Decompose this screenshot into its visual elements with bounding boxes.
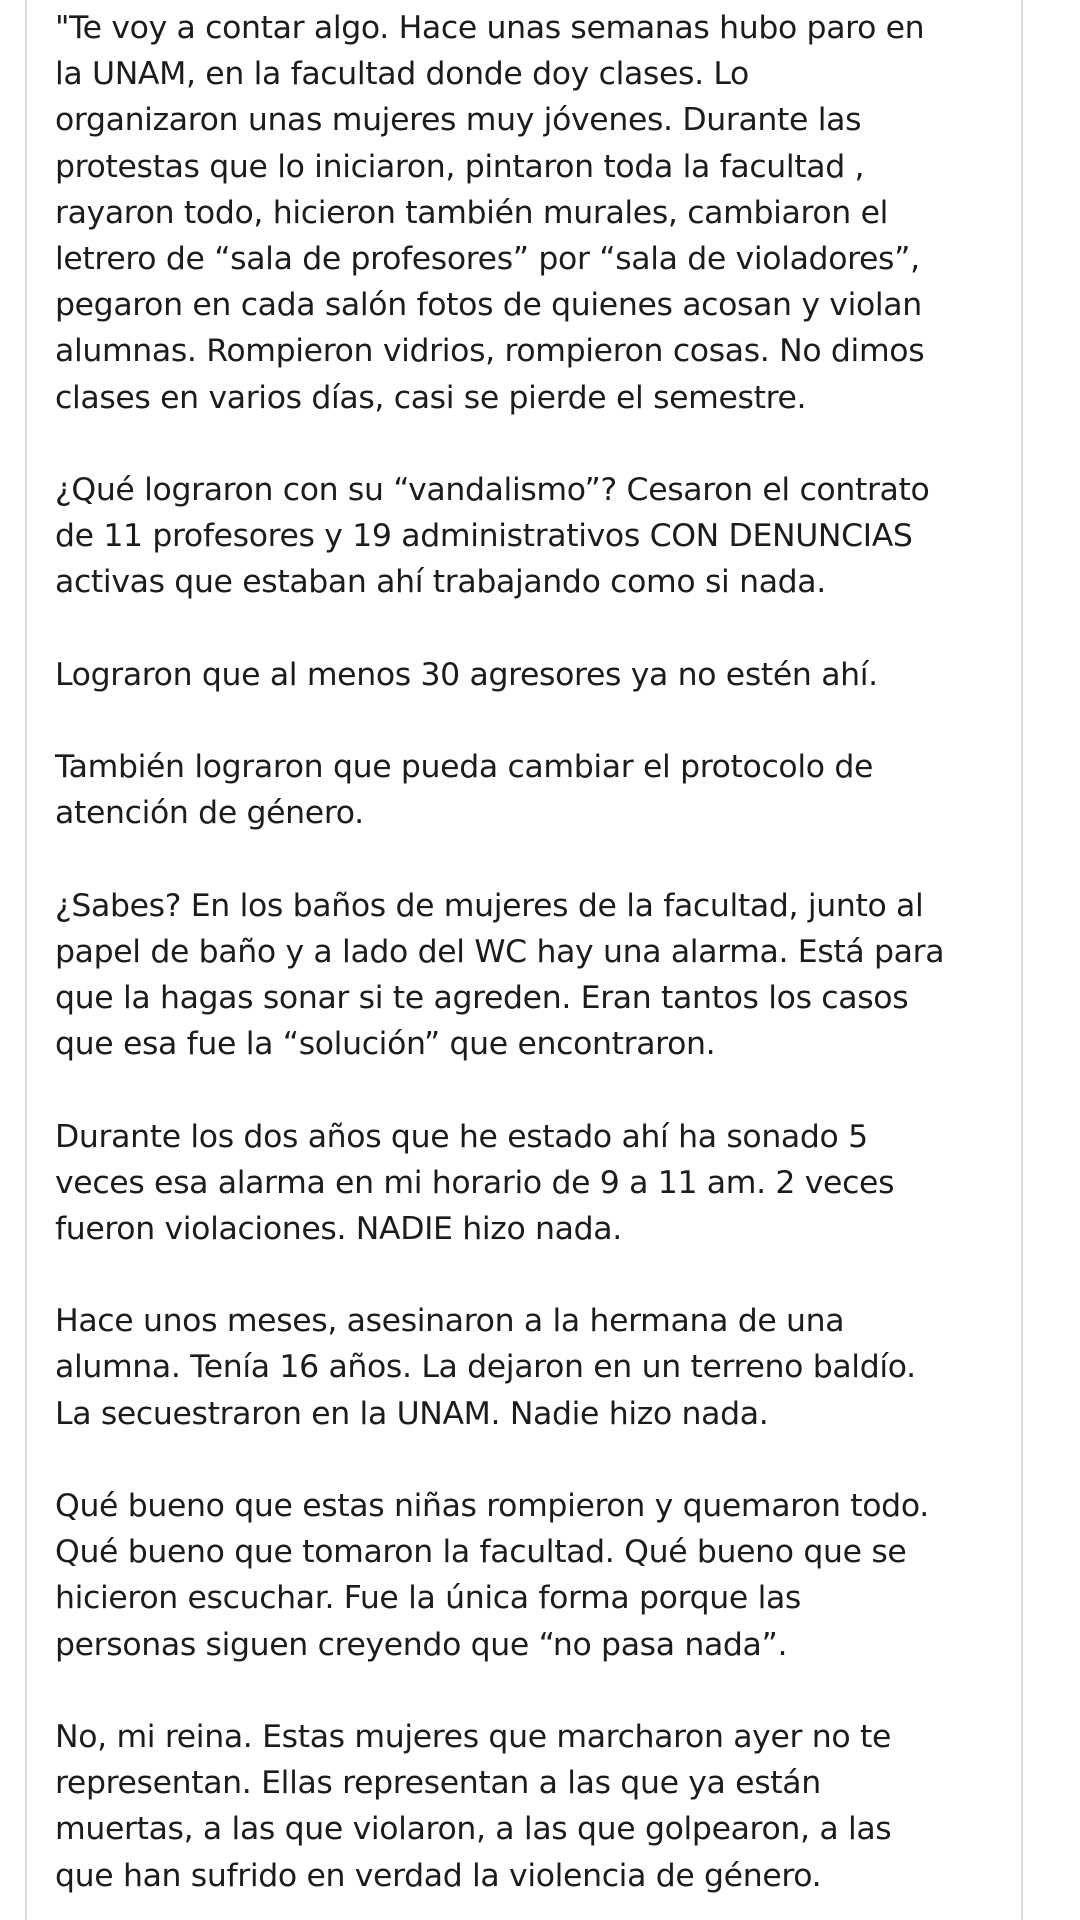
post-text-line: No, mi reina. Estas mujeres que marcharon ayer no te — [55, 1718, 891, 1755]
post-text-line: veces esa alarma en mi horario de 9 a 11 am. 2 veces — [55, 1164, 895, 1201]
post-paragraph — [55, 1298, 1013, 1437]
post-text-line: alumnas. Rompieron vidrios, rompieron cosas. No dimos — [55, 333, 925, 370]
post-text-line: Lograron que al menos 30 agresores ya no estén ahí. — [55, 656, 878, 693]
post-text-line: Hace unos meses, asesinaron a la hermana de una — [55, 1303, 845, 1340]
post-text-line: ¿Qué lograron con su “vandalismo”? Cesaron el contrato — [55, 471, 930, 508]
post-text-line: la UNAM, en la facultad donde doy clases. Lo — [55, 56, 749, 93]
post-text-line: alumna. Tenía 16 años. La dejaron en un terreno baldío. — [55, 1349, 916, 1386]
post-paragraph — [55, 652, 1013, 698]
post-text-line: fueron violaciones. NADIE hizo nada. — [55, 1210, 622, 1247]
post-text-line: personas siguen creyendo que “no pasa nada”. — [55, 1626, 788, 1663]
post-body — [55, 5, 1013, 1899]
post-text-line: protestas que lo iniciaron, pintaron toda la facultad , — [55, 148, 865, 185]
post-text-line: Durante los dos años que he estado ahí ha sonado 5 — [55, 1118, 868, 1155]
post-text-line: activas que estaban ahí trabajando como si nada. — [55, 564, 826, 601]
post-text-line: Qué bueno que estas niñas rompieron y quemaron todo. — [55, 1488, 929, 1524]
post-text-line: ¿Sabes? En los baños de mujeres de la facultad, junto al — [55, 887, 924, 924]
post-paragraph — [55, 5, 1013, 421]
post-text-line: de 11 profesores y 19 administrativos CON DENUNCIAS — [55, 518, 913, 555]
post-paragraph — [55, 1483, 1013, 1668]
post-text-line: que esa fue la “solución” que encontraron. — [55, 1026, 716, 1063]
post-paragraph — [55, 883, 1013, 1068]
post-text-line: clases en varios días, casi se pierde el semestre. — [55, 379, 807, 416]
post-text-line: hicieron escuchar. Fue la única forma porque las — [55, 1580, 801, 1617]
post-paragraph — [55, 467, 1013, 606]
post-text-line: pegaron en cada salón fotos de quienes acosan y violan — [55, 287, 922, 324]
post-text-line: que la hagas sonar si te agreden. Eran tantos los casos — [55, 979, 909, 1016]
post-paragraph — [55, 744, 1013, 836]
post-text-line: La secuestraron en la UNAM. Nadie hizo nada. — [55, 1395, 769, 1432]
post-text-line: muertas, a las que violaron, a las que golpearon, a las — [55, 1811, 892, 1848]
post-text-line: rayaron todo, hicieron también murales, cambiaron el — [55, 194, 889, 231]
post-text-line: papel de baño y a lado del WC hay una alarma. Está para — [55, 933, 945, 970]
post-text-line: También lograron que pueda cambiar el protocolo de — [55, 749, 874, 785]
post-text-line: "Te voy a contar algo. Hace unas semanas hubo paro en — [55, 10, 925, 46]
post-paragraph — [55, 1714, 1013, 1899]
post-text-line: letrero de “sala de profesores” por “sala de violadores”, — [55, 240, 920, 277]
post-text-line: organizaron unas mujeres muy jóvenes. Durante las — [55, 102, 862, 139]
post-text-line: representan. Ellas representan a las que ya están — [55, 1765, 821, 1802]
post-paragraph — [55, 1114, 1013, 1253]
left-border-line — [25, 0, 27, 1920]
post-text-line: Qué bueno que tomaron la facultad. Qué bueno que se — [55, 1534, 907, 1571]
right-border-line — [1021, 0, 1023, 1920]
post-text-line: que han sufrido en verdad la violencia de género. — [55, 1857, 822, 1894]
post-text-line: atención de género. — [55, 795, 364, 832]
